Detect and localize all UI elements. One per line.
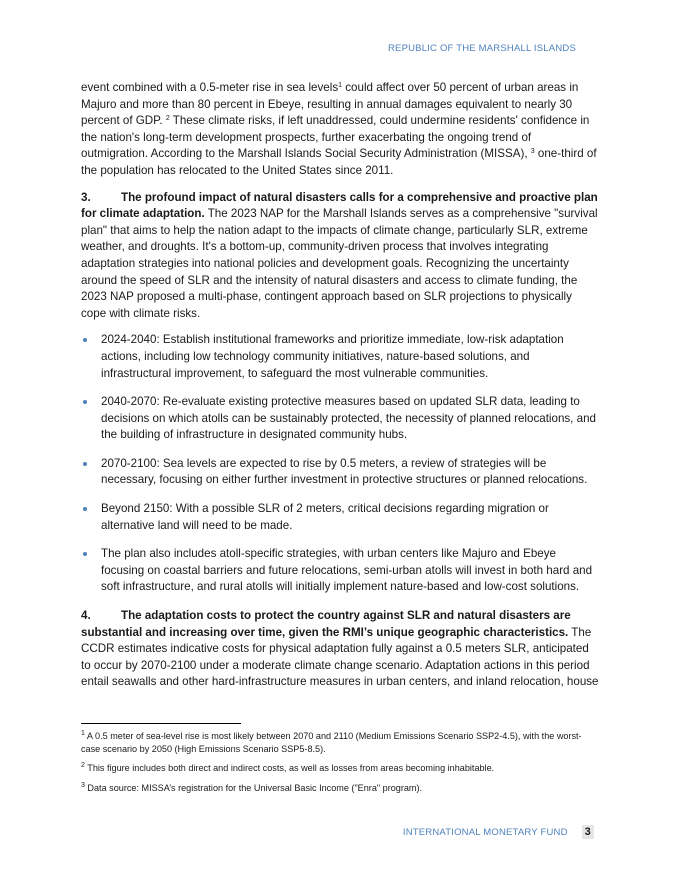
- list-item-text: Beyond 2150: With a possible SLR of 2 meters, critical decisions regarding migration or alternative land will need to be made.: [101, 502, 549, 532]
- running-header: REPUBLIC OF THE MARSHALL ISLANDS: [387, 43, 576, 54]
- list-item: [81, 501, 599, 534]
- page-footer: [403, 825, 594, 839]
- footnote-text: Data source: MISSA’s registration for the Universal Basic Income ("Enra" program).: [84, 782, 423, 793]
- paragraph-4: [81, 608, 599, 691]
- bullet-icon: [83, 507, 87, 511]
- footnote-number: 3: [81, 781, 85, 789]
- paragraph-number: 4.: [81, 609, 91, 623]
- paragraph-text: The 2023 NAP for the Marshall Islands serves as a comprehensive "survival plan" that aims to help the nation adapt to the impacts of climate change, particularly SLR, extreme weather, and droughts. It's a bottom-up, community-driven process that involves integrating adaptation strategies into national policies and development goals. Recognizing the uncertainty around the speed of SLR and the intensity of natural disasters and access to climate funding, the 2023 NAP proposed a multi-phase, contingent approach based on SLR projections to physically cope with climate risks.: [81, 207, 598, 320]
- page-number: 3: [582, 825, 594, 839]
- list-item-text: 2040-2070: Re-evaluate existing protective measures based on updated SLR data, leading to decisions on which atolls can be sustainably protected, the necessity of planned relocations, and the building of infrastructure in designated community hubs.: [101, 395, 596, 442]
- footnote-number: 1: [81, 730, 85, 737]
- bullet-icon: [83, 552, 87, 556]
- footnotes: [81, 730, 599, 801]
- intro-text-4: one-third of the population has relocated to the United States since 2011.: [81, 147, 597, 177]
- list-item: [81, 546, 599, 596]
- list-item: [81, 456, 599, 489]
- bullet-icon: [83, 400, 87, 404]
- paragraph-lead: The adaptation costs to protect the country against SLR and natural disasters are substantial and increasing over time, given the RMI’s unique geographic characteristics.: [81, 609, 571, 639]
- list-item-text: 2024-2040: Establish institutional frameworks and prioritize immediate, low-risk adaptation actions, including low technology community initiatives, nature-based solutions, and infrastructural improvement, to safeguard the most vulnerable communities.: [101, 333, 564, 380]
- list-item: [81, 332, 599, 382]
- paragraph-3: [81, 190, 599, 323]
- footnote-divider: [81, 723, 241, 724]
- intro-text-2: could affect over 50 percent of urban areas in Majuro and more than 80 percent in Ebeye, resulting in annual damages equivalent to nearly 30 percent of GDP.: [81, 81, 579, 128]
- footnote-text: A 0.5 meter of sea-level rise is most likely between 2070 and 2110 (Medium Emissions Scenario SSP2-4.5), with the worst-case scenario by 2050 (High Emissions Scenario SSP5-8.5).: [81, 731, 582, 754]
- footnote-text: This figure includes both direct and indirect costs, as well as losses from areas becoming inhabitable.: [84, 763, 495, 774]
- bullet-icon: [83, 338, 87, 342]
- list-item-text: The plan also includes atoll-specific strategies, with urban centers like Majuro and Ebeye focusing on coastal barriers and future relocations, semi-urban atolls will invest in both hard and soft infrastructure, and rural atolls will initially implement nature-based and low-cost solutions.: [101, 547, 593, 594]
- bullet-icon: [83, 462, 87, 466]
- paragraph-text: The CCDR estimates indicative costs for physical adaptation fully against a 0.5 meters SLR, anticipated to occur by 2070-2100 under a moderate climate change scenario. Adaptation actions in this period entail seawalls and other hard-infrastructure measures in urban centers, and inland relocation, house: [81, 625, 599, 689]
- paragraph-number: 3.: [81, 190, 91, 204]
- footnote-2: [81, 762, 599, 775]
- phase-bullet-list: [81, 332, 599, 596]
- footnote-1: [81, 730, 599, 755]
- footnote-ref-2[interactable]: 2: [165, 115, 170, 123]
- footnote-ref-3[interactable]: 3: [530, 148, 535, 156]
- footnote-ref-1[interactable]: 1: [338, 82, 343, 89]
- list-item-text: 2070-2100: Sea levels are expected to rise by 0.5 meters, a review of strategies will be necessary, focusing on either further investment in protective structures or planned relocations.: [101, 456, 588, 487]
- paragraph-lead: The profound impact of natural disasters calls for a comprehensive and proactive plan for climate adaptation.: [81, 190, 598, 221]
- footer-org: INTERNATIONAL MONETARY FUND: [402, 827, 568, 838]
- footnote-number: 2: [81, 762, 85, 770]
- body-text: [81, 80, 599, 701]
- list-item: [81, 394, 599, 444]
- intro-text-1: event combined with a 0.5-meter rise in sea levels: [81, 81, 339, 94]
- footnote-3: [81, 782, 599, 795]
- intro-paragraph: [81, 80, 599, 180]
- intro-text-3: These climate risks, if left unaddressed, could undermine residents' confidence in the nation's long-term development prospects, further exacerbating the ongoing trend of outmigration. According to the Marshall Islands Social Security Administration (MISSA),: [81, 114, 590, 161]
